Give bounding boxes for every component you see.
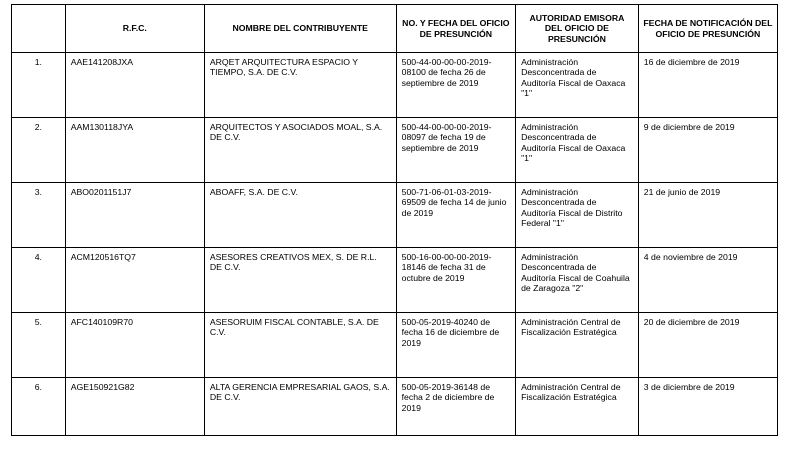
table-row: [12, 118, 778, 183]
cell-num: 3.: [12, 183, 66, 248]
table-row: [12, 183, 778, 248]
cell-oficio: 500-16-00-00-00-2019-18146 de fecha 31 de octubre de 2019: [396, 248, 515, 313]
cell-notificacion: 4 de noviembre de 2019: [638, 248, 777, 313]
cell-oficio: 500-44-00-00-00-2019-08100 de fecha 26 de septiembre de 2019: [396, 53, 515, 118]
header-notificacion: FECHA DE NOTIFICACIÓN DEL OFICIO DE PRESUNCIÓN: [638, 5, 777, 53]
cell-notificacion: 3 de diciembre de 2019: [638, 378, 777, 436]
cell-oficio: 500-05-2019-36148 de fecha 2 de diciembre de 2019: [396, 378, 515, 436]
cell-nombre: ABOAFF, S.A. DE C.V.: [204, 183, 396, 248]
header-autoridad: AUTORIDAD EMISORA DEL OFICIO DE PRESUNCIÓN: [516, 5, 639, 53]
cell-rfc: AAM130118JYA: [65, 118, 204, 183]
cell-num: 4.: [12, 248, 66, 313]
table-header-row: [12, 5, 778, 53]
table-row: [12, 313, 778, 378]
cell-notificacion: 16 de diciembre de 2019: [638, 53, 777, 118]
cell-autoridad: Administración Central de Fiscalización Estratégica: [516, 378, 639, 436]
table-row: [12, 378, 778, 436]
cell-nombre: ASESORUIM FISCAL CONTABLE, S.A. DE C.V.: [204, 313, 396, 378]
header-rfc: R.F.C.: [65, 5, 204, 53]
cell-autoridad: Administración Desconcentrada de Auditoría Fiscal de Oaxaca "1": [516, 118, 639, 183]
presuncion-table: [11, 4, 778, 436]
cell-notificacion: 9 de diciembre de 2019: [638, 118, 777, 183]
cell-num: 5.: [12, 313, 66, 378]
cell-rfc: ACM120516TQ7: [65, 248, 204, 313]
table-row: [12, 248, 778, 313]
cell-rfc: AGE150921G82: [65, 378, 204, 436]
cell-autoridad: Administración Central de Fiscalización Estratégica: [516, 313, 639, 378]
cell-nombre: ARQET ARQUITECTURA ESPACIO Y TIEMPO, S.A. DE C.V.: [204, 53, 396, 118]
cell-rfc: ABO0201151J7: [65, 183, 204, 248]
cell-autoridad: Administración Desconcentrada de Auditoría Fiscal de Oaxaca "1": [516, 53, 639, 118]
cell-notificacion: 20 de diciembre de 2019: [638, 313, 777, 378]
table-row: [12, 53, 778, 118]
header-oficio: NO. Y FECHA DEL OFICIO DE PRESUNCIÓN: [396, 5, 515, 53]
cell-nombre: ALTA GERENCIA EMPRESARIAL GAOS, S.A. DE C.V.: [204, 378, 396, 436]
cell-oficio: 500-71-06-01-03-2019-69509 de fecha 14 de junio de 2019: [396, 183, 515, 248]
cell-num: 6.: [12, 378, 66, 436]
cell-oficio: 500-44-00-00-00-2019-08097 de fecha 19 de septiembre de 2019: [396, 118, 515, 183]
cell-notificacion: 21 de junio de 2019: [638, 183, 777, 248]
cell-oficio: 500-05-2019-40240 de fecha 16 de diciembre de 2019: [396, 313, 515, 378]
cell-nombre: ASESORES CREATIVOS MEX, S. DE R.L. DE C.V.: [204, 248, 396, 313]
header-nombre: NOMBRE DEL CONTRIBUYENTE: [204, 5, 396, 53]
cell-nombre: ARQUITECTOS Y ASOCIADOS MOAL, S.A. DE C.V.: [204, 118, 396, 183]
cell-autoridad: Administración Desconcentrada de Auditoría Fiscal de Distrito Federal "1": [516, 183, 639, 248]
cell-autoridad: Administración Desconcentrada de Auditoría Fiscal de Coahuila de Zaragoza "2": [516, 248, 639, 313]
cell-rfc: AFC140109R70: [65, 313, 204, 378]
cell-num: 1.: [12, 53, 66, 118]
cell-rfc: AAE141208JXA: [65, 53, 204, 118]
header-num: [12, 5, 66, 53]
cell-num: 2.: [12, 118, 66, 183]
